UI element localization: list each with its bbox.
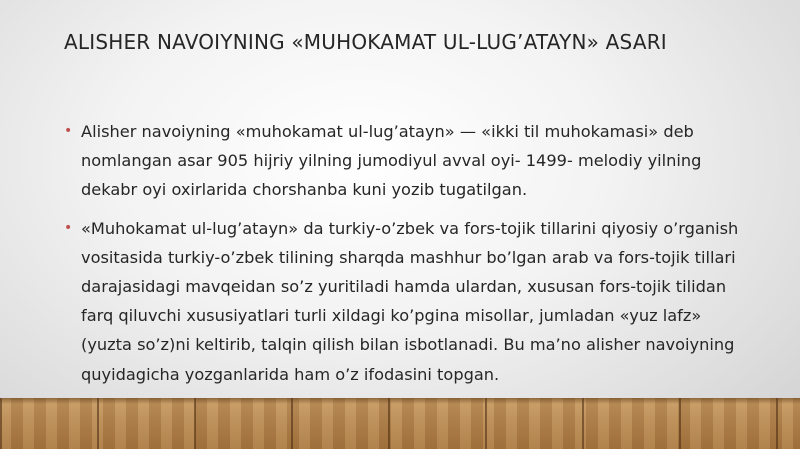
bullet-icon: • bbox=[64, 219, 73, 236]
wooden-floor-decoration bbox=[0, 398, 800, 449]
bullet-item-2 bbox=[64, 214, 744, 389]
bullet-item-1 bbox=[64, 117, 744, 205]
bullet-icon: • bbox=[64, 123, 73, 139]
slide-title: ALISHER NAVOIYNING «MUHOKAMAT UL-LUG’ATAYN» ASARI bbox=[64, 30, 667, 54]
bullet-list bbox=[64, 117, 744, 398]
bullet-text-2: «Muhokamat ul-lug’atayn» da turkiy-o’zbek va fors-tojik tillarini qiyosiy o’rganish vositasida turkiy-o’zbek tilining sharqda mashhur bo’lgan arab va fors-tojik tillari darajasidagi mavqeidan so’z yuritiladi hamda ulardan, xususan fors-tojik tilidan farq qiluvchi xususiyatlari turli xildagi ko’pgina misollar, jumladan «yuz lafz» (yuzta so’z)ni keltirib, talqin qilish bilan isbotlanadi. Bu ma’no alisher navoiyning quyidagicha yozganlarida ham o’z ifodasini topgan. bbox=[81, 218, 739, 384]
bullet-text-1: Alisher navoiyning «muhokamat ul-lug’atayn» — «ikki til muhokamasi» deb nomlangan asar 905 hijriy yilning jumodiyul avval oyi- 1499- melodiy yilning dekabr oyi oxirlarida chorshanba kuni yozib tugatilgan. bbox=[81, 122, 702, 200]
